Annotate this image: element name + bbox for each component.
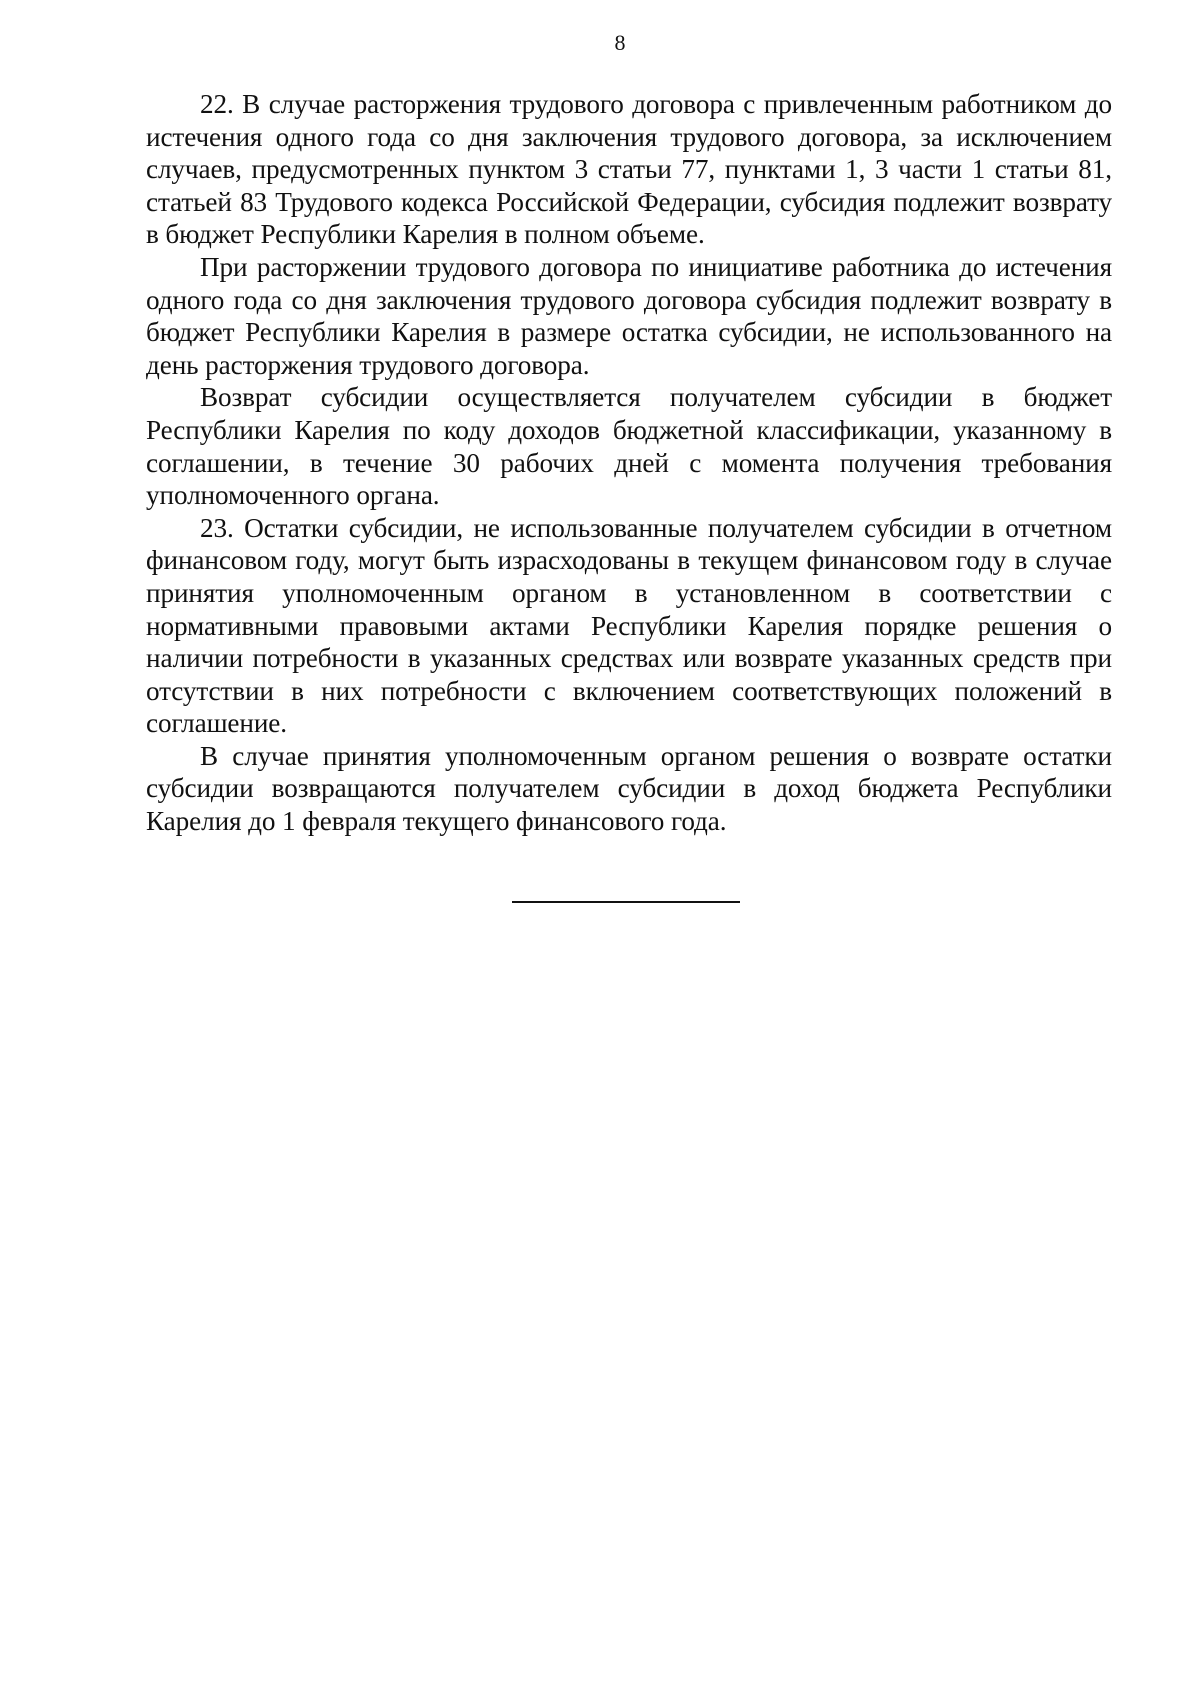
end-of-document-rule <box>512 901 740 903</box>
document-body <box>146 88 1112 838</box>
paragraph-remainder-return: В случае принятия уполномоченным органом решения о возврате остатки субсидии возвращаются получателем субсидии в доход бюджета Республики Карелия до 1 февраля текущего финансового года. <box>146 740 1112 837</box>
page-number: 8 <box>614 30 626 55</box>
paragraph-22: 22. В случае расторжения трудового договора с привлеченным работником до истечения одного года со дня заключения трудового договора, за исключением случаев, предусмотренных пунктом 3 статьи 77, пунктами 1, 3 части 1 статьи 81, статьей 83 Трудового кодекса Российской Федерации, субсидия подлежит возврату в бюджет Республики Карелия в полном объеме. <box>146 89 1112 250</box>
paragraph-23: 23. Остатки субсидии, не использованные получателем субсидии в отчетном финансовом году, могут быть израсходованы в текущем финансовом году в случае принятия уполномоченным органом в установленном в соответствии с нормативными правовыми актами Республики Карелия порядке решения о наличии потребности в указанных средствах или возврате указанных средств при отсутствии в них потребности с включением соответствующих положений в соглашение. <box>146 512 1112 739</box>
paragraph-termination-by-employee: При расторжении трудового договора по инициативе работника до истечения одного года со дня заключения трудового договора субсидия подлежит возврату в бюджет Республики Карелия в размере остатка субсидии, не использованного на день расторжения трудового договора. <box>146 251 1112 380</box>
paragraph-refund-procedure: Возврат субсидии осуществляется получателем субсидии в бюджет Республики Карелия по коду доходов бюджетной классификации, указанному в соглашении, в течение 30 рабочих дней с момента получения требования уполномоченного органа. <box>146 382 1112 511</box>
